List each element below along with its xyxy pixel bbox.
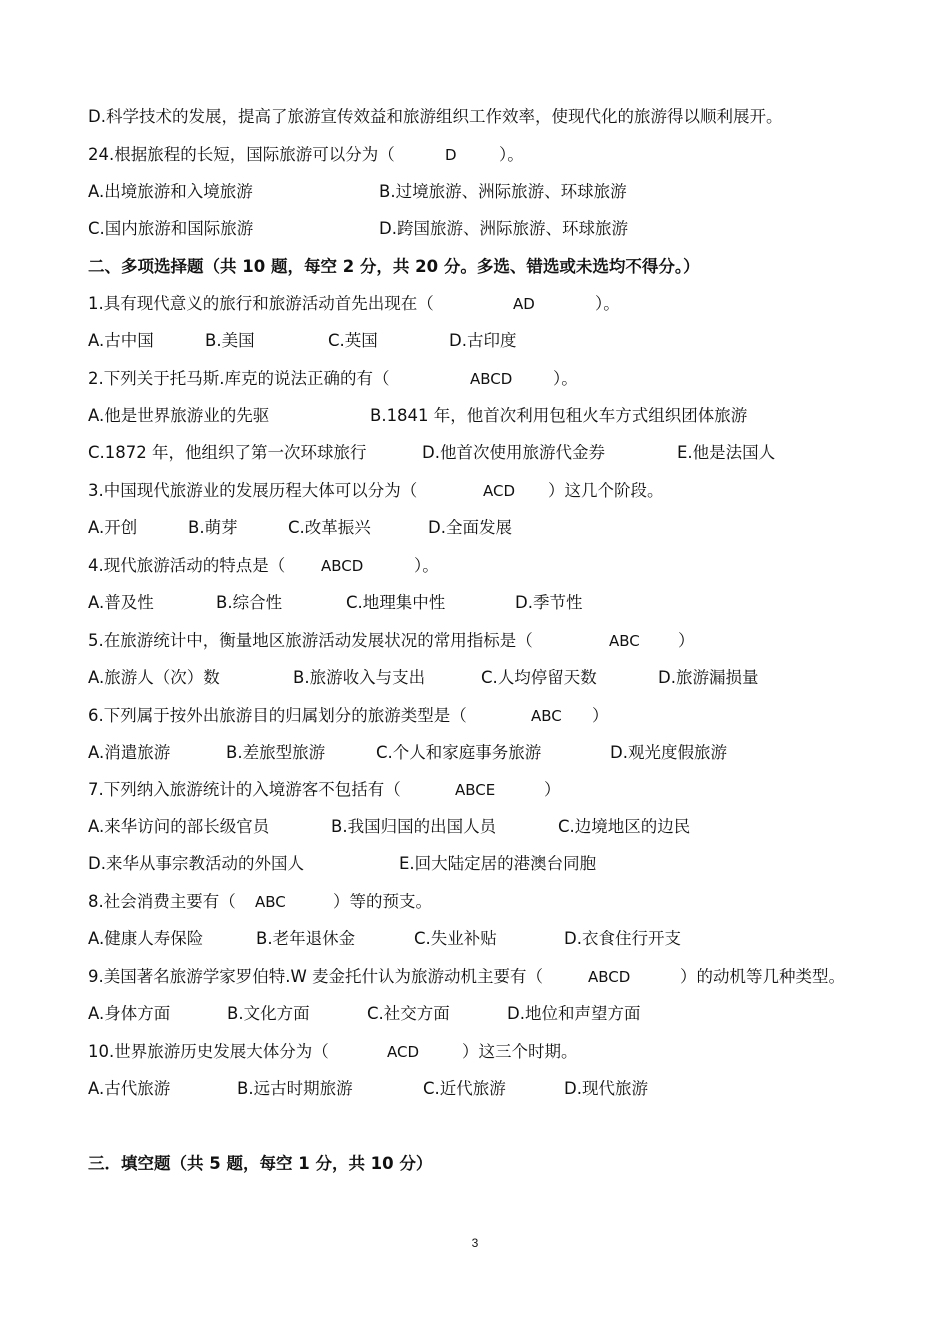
answer: ABCD: [321, 557, 364, 575]
exam-page: D.科学技术的发展，提高了旅游宣传效益和旅游组织工作效率，使现代化的旅游得以顺利展开。 24.根据旅程的长短，国际旅游可以分为（ D ）。 A.出境旅游和入境旅游 B.过境旅游、洲际旅游、环球旅游 C.国内旅游和国际旅游 D.跨国旅游、洲际旅游、环球旅游 二、多项选择题（共 10 题，每空 2 分，共 20 分。多选、错选或未选均不得分。） 1.具有现代意义的旅行和旅游活动首先出现在（ AD ）。 A.古中国 B.美国 C.英国 D.古印度 2.下列关于托马斯.库克的说法正确的有（ ABCD ）。 A.他是世界旅游业的先驱 B.1841 年，他首次利用包租火车方式组织团体旅游 C.1872 年，他组织了第一次环球旅行 D.他首次使用旅游代金券 E.他是法国人 3.中国现代旅游业的发展历程大体可以分为（ ACD ）这几个阶段。 A.开创 B.萌芽 C.改革振兴 D.全面发展 4.现代旅游活动的特点是（ ABCD ）。 A.普及性 B.综合性 C.地理集中性 D.季节性 5.在旅游统计中，衡量地区旅游活动发展状况的常用指标是（ ABC ） A.旅游人（次）数 B.旅游收入与支出 C.人均停留天数 D.旅游漏损量 6.下列属于按外出旅游目的归属划分的旅游类型是（ ABC ） A.消遣旅游 B.差旅型旅游 C.个人和家庭事务旅游 D.观光度假旅游 7.下列纳入旅游统计的入境游客不包括有（ ABCE ） A.来华访问的部长级官员 B.我国归国的出国人员 C.边境地区的边民 D.来华从事宗教活动的外国人 E.回大陆定居的港澳台同胞 8.社会消费主要有（ ABC ）等的预支。 A.健康人寿保险 B.老年退休金 C.失业补贴 D.衣食住行开支 9.美国著名旅游学家罗伯特.W 麦金托什认为旅游动机主要有（ ABCD ）的动机等几种类型。 A.身体方面 B.文化方面 C.社交方面 D.地位和声望方面 10.世界旅游历史发展大体分为（ ACD ）这三个时期。 A.古代旅游 B.远古时期旅游 C.近代旅游 D.现代旅游 三．填空题（共 5 题，每空 1 分，共 10 分） 3: [0, 0, 950, 1344]
answer: ABCD: [588, 968, 631, 986]
answer: ABC: [609, 632, 640, 650]
answer: ACD: [483, 482, 516, 500]
answer: ABCE: [455, 781, 496, 799]
answer: AD: [513, 295, 535, 313]
page-number: 3: [471, 1236, 479, 1250]
answer: ACD: [387, 1043, 420, 1061]
answer: ABC: [255, 893, 286, 911]
answer: ABC: [531, 707, 562, 725]
answer: D: [445, 146, 457, 164]
answer: ABCD: [470, 370, 513, 388]
